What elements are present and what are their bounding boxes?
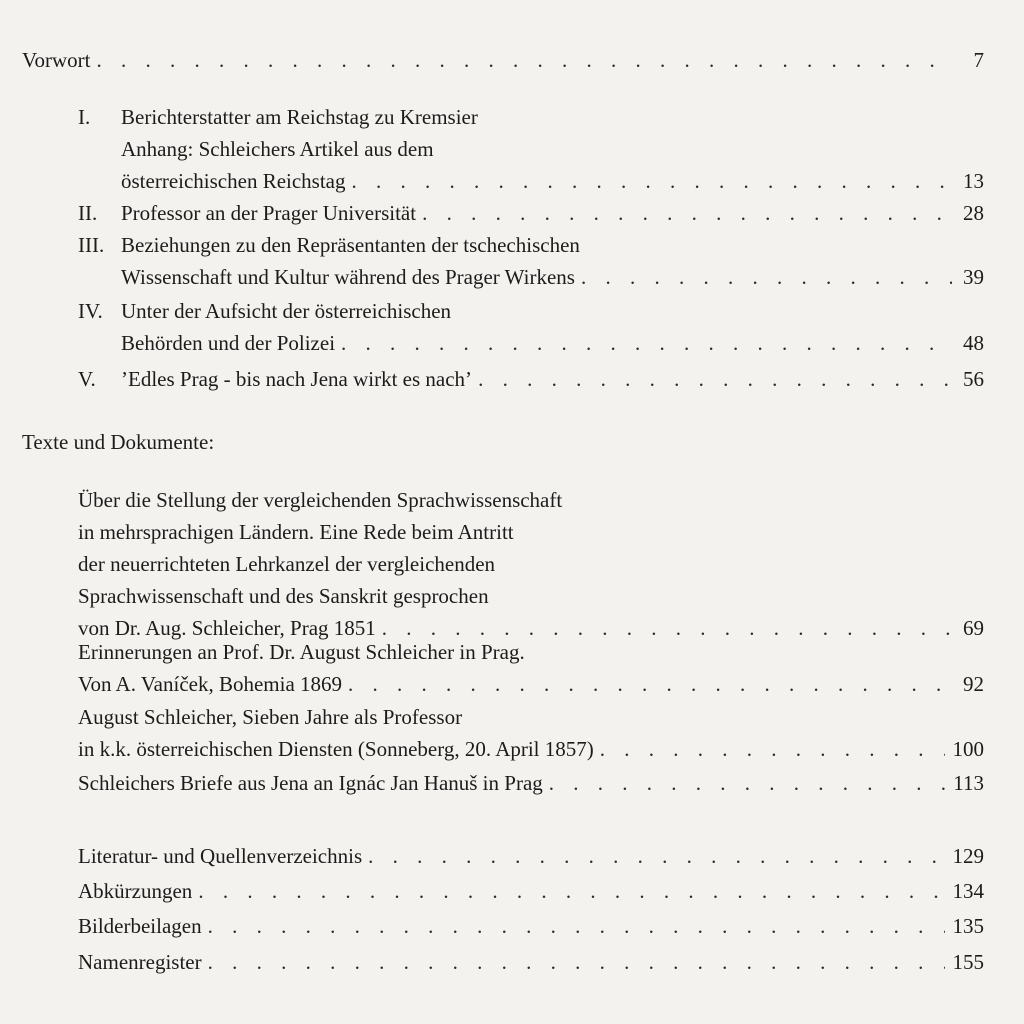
toc-line xyxy=(121,101,984,133)
dot-leader xyxy=(549,767,946,799)
entry-title-line: Über die Stellung der vergleichenden Sprachwissenschaft xyxy=(78,488,563,512)
page-number: 56 xyxy=(963,367,984,391)
toc-entry-text-3 xyxy=(78,701,984,765)
entry-title-line: von Dr. Aug. Schleicher, Prag 1851 xyxy=(78,616,376,640)
entry-title-line: in k.k. österreichischen Diensten (Sonneberg, 20. April 1857) xyxy=(78,737,594,761)
page-number: 39 xyxy=(963,265,984,289)
page-number: 155 xyxy=(952,950,984,974)
page-number: 69 xyxy=(963,616,984,640)
entry-title-line: österreichischen Reichstag xyxy=(121,169,346,193)
dot-leader xyxy=(341,327,952,359)
page-number: 48 xyxy=(963,331,984,355)
page-number: 134 xyxy=(952,879,984,903)
toc-line xyxy=(78,701,984,733)
dot-leader xyxy=(478,363,952,395)
toc-line xyxy=(78,516,984,548)
dot-leader xyxy=(348,668,952,700)
entry-title-line: ’Edles Prag - bis nach Jena wirkt es nach’ xyxy=(121,367,473,391)
chapter-number: I. xyxy=(78,105,91,129)
toc-entry-text-2 xyxy=(78,636,984,700)
entry-title-line: Beziehungen zu den Repräsentanten der tschechischen xyxy=(121,233,580,257)
toc-line xyxy=(78,840,984,872)
page-number: 7 xyxy=(973,48,984,72)
toc-line xyxy=(121,165,984,197)
entry-title-line: Berichterstatter am Reichstag zu Kremsier xyxy=(121,105,478,129)
entry-title-line: Schleichers Briefe aus Jena an Ignác Jan Hanuš in Prag xyxy=(78,771,543,795)
page-number: 113 xyxy=(953,771,984,795)
toc-entry-literatur xyxy=(78,840,984,872)
entry-title-line: Behörden und der Polizei xyxy=(121,331,336,355)
entry-title: Abkürzungen xyxy=(78,879,193,903)
dot-leader xyxy=(581,261,952,293)
dot-leader xyxy=(96,44,952,76)
toc-entry-text-1 xyxy=(78,484,984,644)
toc-line xyxy=(78,636,984,668)
entry-title: Literatur- und Quellenverzeichnis xyxy=(78,844,363,868)
entry-title-line: Erinnerungen an Prof. Dr. August Schleicher in Prag. xyxy=(78,640,525,664)
page-number: 100 xyxy=(952,737,984,761)
toc-entry-text-4 xyxy=(78,767,984,799)
toc-entry-bilderbeilagen xyxy=(78,910,984,942)
chapter-number: II. xyxy=(78,201,98,225)
page-number: 28 xyxy=(963,201,984,225)
chapter-number: III. xyxy=(78,233,105,257)
page-number: 129 xyxy=(952,844,984,868)
entry-title-line: Sprachwissenschaft und des Sanskrit gesprochen xyxy=(78,584,489,608)
toc-line xyxy=(121,327,984,359)
entry-title: Vorwort xyxy=(22,48,91,72)
entry-title-line: Von A. Vaníček, Bohemia 1869 xyxy=(78,672,343,696)
toc-line xyxy=(78,668,984,700)
entry-title-line: Wissenschaft und Kultur während des Prager Wirkens xyxy=(121,265,575,289)
page-number: 92 xyxy=(963,672,984,696)
page-number: 135 xyxy=(952,914,984,938)
dot-leader xyxy=(208,946,945,978)
toc-line xyxy=(121,229,984,261)
toc-line xyxy=(22,44,984,76)
toc-line xyxy=(121,363,984,395)
entry-title-line: Unter der Aufsicht der österreichischen xyxy=(121,299,452,323)
toc-line xyxy=(78,484,984,516)
toc-line xyxy=(78,767,984,799)
toc-line xyxy=(78,946,984,978)
toc-line xyxy=(121,295,984,327)
page-number: 13 xyxy=(963,169,984,193)
dot-leader xyxy=(600,733,945,765)
dot-leader xyxy=(208,910,945,942)
toc-entry-namenregister xyxy=(78,946,984,978)
dot-leader xyxy=(368,840,944,872)
toc-line xyxy=(78,580,984,612)
dot-leader xyxy=(352,165,953,197)
section-heading-texte: Texte und Dokumente: xyxy=(22,430,215,454)
toc-line xyxy=(78,733,984,765)
chapter-number: V. xyxy=(78,367,96,391)
entry-title: Bilderbeilagen xyxy=(78,914,202,938)
entry-title: Namenregister xyxy=(78,950,202,974)
dot-leader xyxy=(422,197,952,229)
chapter-number: IV. xyxy=(78,299,103,323)
entry-title-line: Professor an der Prager Universität xyxy=(121,201,417,225)
entry-title-line: in mehrsprachigen Ländern. Eine Rede beim Antritt xyxy=(78,520,514,544)
entry-title-line: der neuerrichteten Lehrkanzel der vergleichenden xyxy=(78,552,496,576)
toc-entry-chapter-3 xyxy=(78,229,984,293)
toc-entry-chapter-5 xyxy=(78,363,984,395)
dot-leader xyxy=(198,875,944,907)
toc-entry-chapter-4 xyxy=(78,295,984,359)
entry-title-line: August Schleicher, Sieben Jahre als Professor xyxy=(78,705,463,729)
toc-entry-chapter-1 xyxy=(78,101,984,197)
toc-line xyxy=(121,133,984,165)
toc-entry-chapter-2 xyxy=(78,197,984,229)
toc-entry-abkuerzungen xyxy=(78,875,984,907)
toc-entry-vorwort xyxy=(22,44,984,76)
toc-line xyxy=(121,261,984,293)
toc-line xyxy=(78,910,984,942)
toc-line xyxy=(78,875,984,907)
entry-title-line: Anhang: Schleichers Artikel aus dem xyxy=(121,137,434,161)
toc-line xyxy=(121,197,984,229)
toc-line xyxy=(78,548,984,580)
